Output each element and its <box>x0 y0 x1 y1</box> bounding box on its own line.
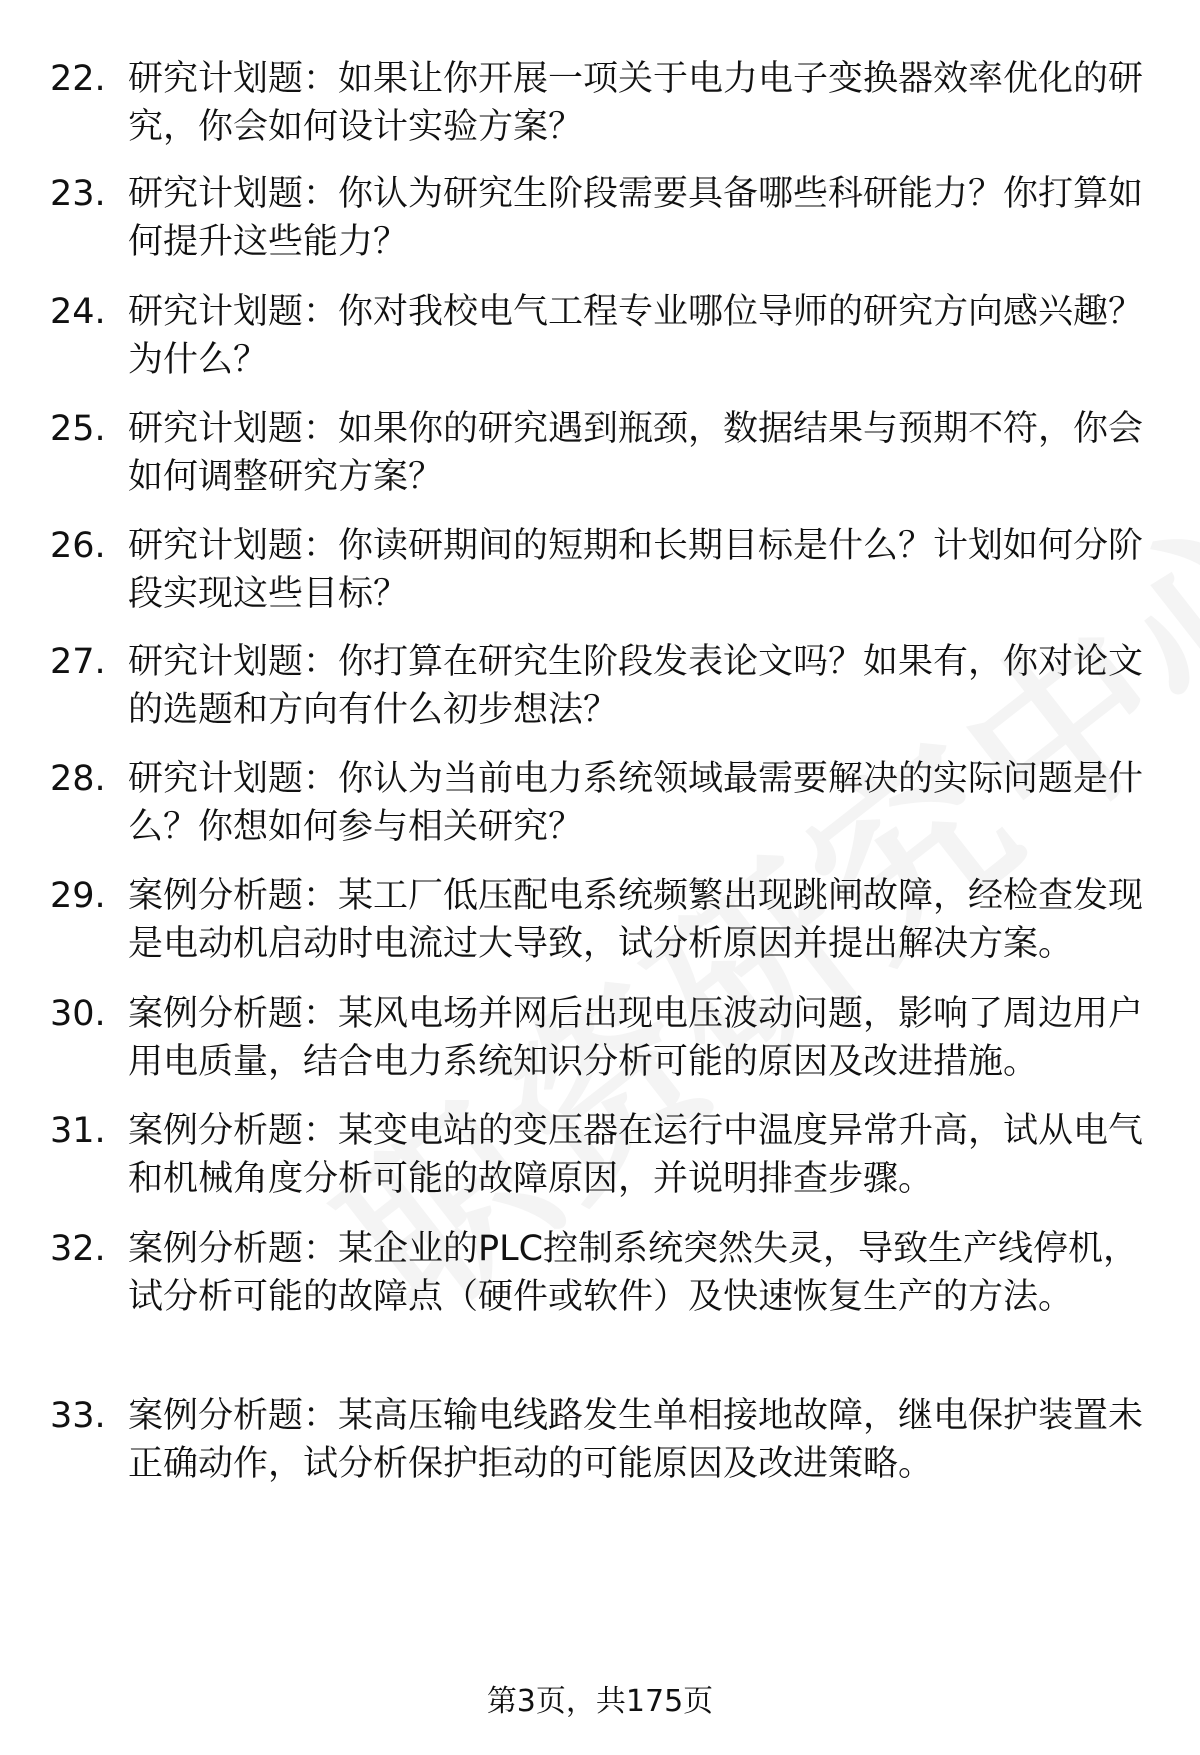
question-number: 26. <box>50 526 106 566</box>
question-text: 案例分析题：某企业的PLC控制系统突然失灵，导致生产线停机，试分析可能的故障点（硬件或软件）及快速恢复生产的方法。 <box>128 1229 1139 1317</box>
question-number: 28. <box>50 759 106 799</box>
question-number: 30. <box>50 994 106 1034</box>
question-text: 案例分析题：某高压输电线路发生单相接地故障，继电保护装置未正确动作，试分析保护拒动的可能原因及改进策略。 <box>128 1396 1144 1484</box>
question-text: 研究计划题：如果你的研究遇到瓶颈，数据结果与预期不符，你会如何调整研究方案？ <box>128 409 1144 497</box>
question-number: 31. <box>50 1111 106 1151</box>
question-text: 研究计划题：你对我校电气工程专业哪位导师的研究方向感兴趣？为什么？ <box>128 292 1144 380</box>
question-number: 23. <box>50 174 106 214</box>
question-text: 研究计划题：你认为研究生阶段需要具备哪些科研能力？你打算如何提升这些能力？ <box>128 174 1144 262</box>
question-text: 研究计划题：你认为当前电力系统领域最需要解决的实际问题是什么？你想如何参与相关研究？ <box>128 759 1144 847</box>
question-number: 22. <box>50 59 106 99</box>
question-text: 研究计划题：你打算在研究生阶段发表论文吗？如果有，你对论文的选题和方向有什么初步想法？ <box>128 642 1144 730</box>
question-text: 案例分析题：某风电场并网后出现电压波动问题，影响了周边用户用电质量，结合电力系统知识分析可能的原因及改进措施。 <box>128 994 1144 1082</box>
question-number: 27. <box>50 642 106 682</box>
question-number: 25. <box>50 409 106 449</box>
question-text: 案例分析题：某工厂低压配电系统频繁出现跳闸故障，经检查发现是电动机启动时电流过大导致，试分析原因并提出解决方案。 <box>128 876 1144 964</box>
question-text: 案例分析题：某变电站的变压器在运行中温度异常升高，试从电气和机械角度分析可能的故障原因，并说明排查步骤。 <box>128 1111 1144 1199</box>
question-number: 33. <box>50 1396 106 1436</box>
question-number: 29. <box>50 876 106 916</box>
question-text: 研究计划题：如果让你开展一项关于电力电子变换器效率优化的研究，你会如何设计实验方案？ <box>128 59 1144 147</box>
question-number: 24. <box>50 292 106 332</box>
question-number: 32. <box>50 1229 106 1269</box>
question-text: 研究计划题：你读研期间的短期和长期目标是什么？计划如何分阶段实现这些目标？ <box>128 526 1144 614</box>
page-footer: 第3页，共175页 <box>486 1684 714 1719</box>
